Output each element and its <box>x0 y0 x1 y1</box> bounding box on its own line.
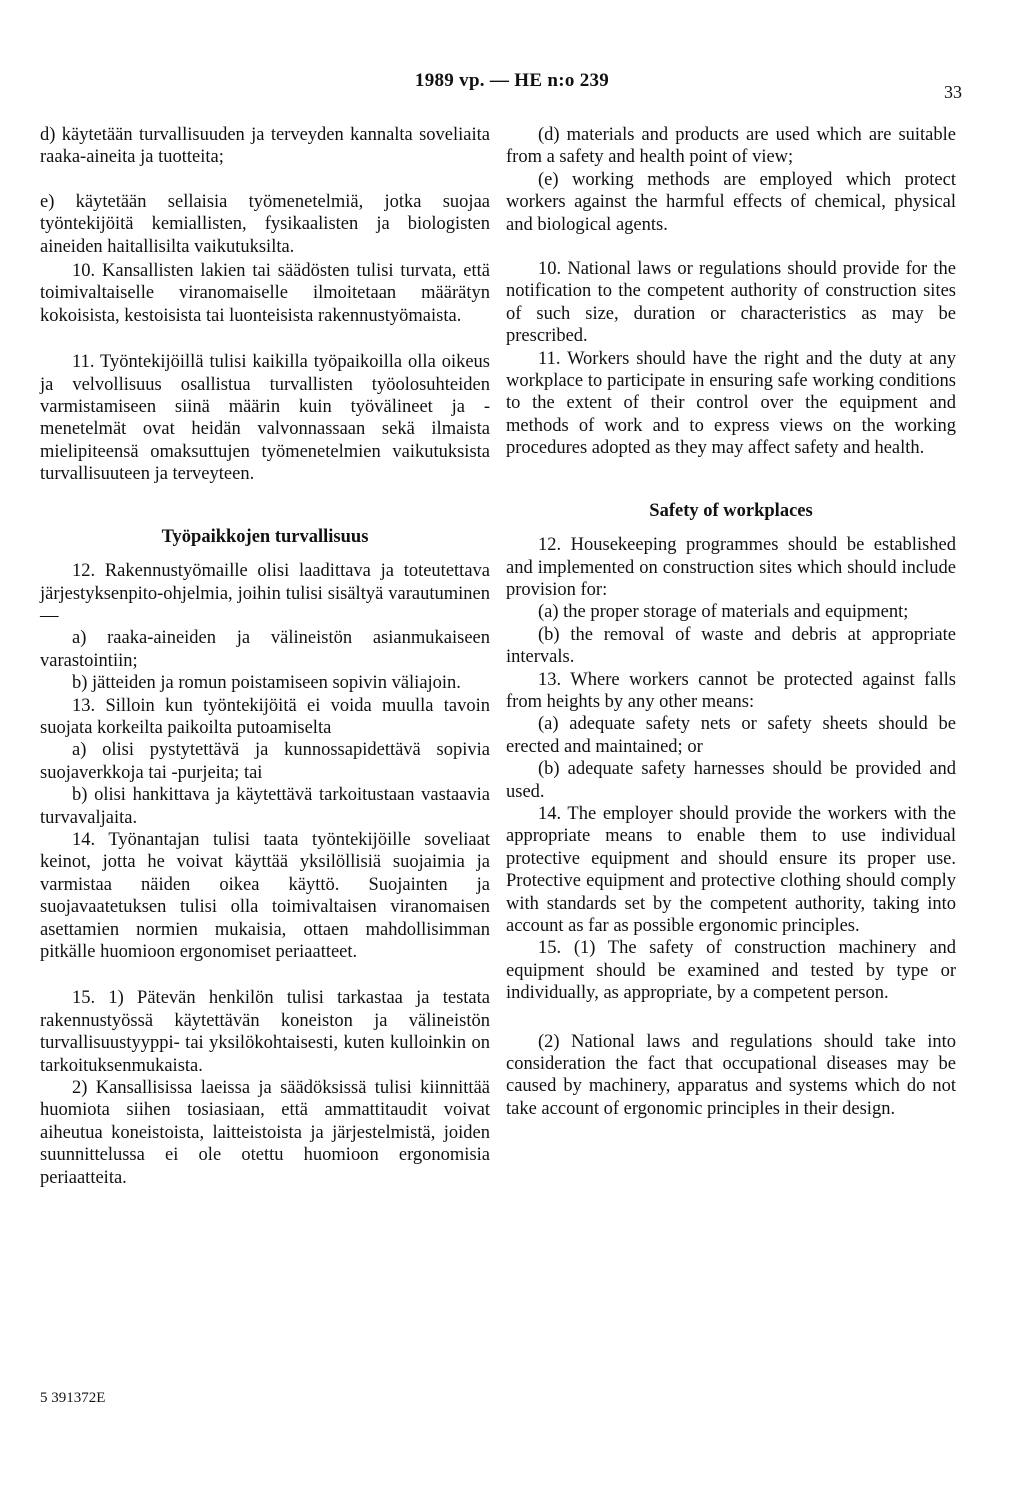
paragraph-15-1: 15. (1) The safety of construction machinery and equipment should be examined and tested by type or individually, as appropriate, by a competent person. <box>506 938 956 1004</box>
paragraph-13b: b) olisi hankittava ja käytettävä tarkoitustaan vastaavia turvavaljaita. <box>40 785 490 828</box>
paragraph-14: 14. Työnantajan tulisi taata työntekijöille soveliaat keinot, jotta he voivat käyttää yksilöllisiä suojaimia ja varmistaa näiden oikea käyttö. Suojainten ja suojavaatetuksen tulisi olla toimivaltaisen viranomaisen asettamien normien mukaisia, ottaen mahdollisimman pitkälle huomioon ergonomiset periaatteet. <box>40 829 490 962</box>
paragraph-15-2: (2) National laws and regulations should take into consideration the fact that occupational diseases may be caused by machinery, apparatus and systems which do not take account of ergonomic principles in their design. <box>506 1031 956 1119</box>
paragraph-14: 14. The employer should provide the workers with the appropriate means to enable them to use individual protective equipment and should ensure its proper use. Protective equipment and protective clothing should comply with standards set by the competent authority, taking into account as far as possible ergonomic principles. <box>506 803 956 936</box>
paragraph-13a: (a) adequate safety nets or safety sheets should be erected and maintained; or <box>506 714 956 757</box>
english-column <box>506 124 956 1120</box>
paragraph-e: e) käytetään sellaisia työmenetelmiä, jotka suojaa työntekijöitä kemiallisten, fysikaalisten ja biologisten aineiden haitallisilta vaikutuksilta. <box>40 191 490 257</box>
paragraph-11: 11. Workers should have the right and the duty at any workplace to participate in ensuring safe working conditions to the extent of their control over the equipment and methods of work and to express views on the working procedures adopted as they may affect safety and health. <box>506 348 956 459</box>
paragraph-12a: a) raaka-aineiden ja välineistön asianmukaiseen varastointiin; <box>40 628 490 671</box>
paragraph-13: 13. Where workers cannot be protected against falls from heights by any other means: <box>506 669 956 712</box>
paragraph-12a: (a) the proper storage of materials and equipment; <box>538 602 909 623</box>
page-number: 33 <box>944 82 962 102</box>
paragraph-10: 10. National laws or regulations should provide for the notification to the competent authority of construction sites of such size, duration or characteristics as may be prescribed. <box>506 259 956 347</box>
running-head: 1989 vp. — HE n:o 239 <box>414 70 610 91</box>
paragraph-12b: b) jätteiden ja romun poistamiseen sopivin väliajoin. <box>72 673 461 694</box>
paragraph-12: 12. Rakennustyömaille olisi laadittava ja toteutettava järjestyksenpito-ohjelmia, joihin tulisi sisältyä varautuminen — <box>40 561 490 626</box>
paragraph-15-2: 2) Kansallisissa laeissa ja säädöksissä tulisi kiinnittää huomiota siihen tosiasiaan, että ammattitaudit voivat aiheutua koneistoista, laitteistoista ja järjestelmistä, joiden suunnittelussa ei ole otettu huomioon ergonomisia periaatteita. <box>40 1078 490 1188</box>
paragraph-d: d) käytetään turvallisuuden ja terveyden kannalta soveliaita raaka-aineita ja tuotteita; <box>40 125 490 168</box>
finnish-column <box>40 124 490 1189</box>
section-heading: Safety of workplaces <box>649 500 813 521</box>
paragraph-11: 11. Työntekijöillä tulisi kaikilla työpaikoilla olla oikeus ja velvollisuus osallistua turvallisten työolosuhteiden varmistamiseen siinä määrin kuin työvälineet ja -menetelmät ovat heidän valvonnassaan sekä ilmaista mielipiteensä omaksuttujen työmenetelmien vaikutuksista turvallisuuteen ja terveyteen. <box>40 352 490 485</box>
paragraph-12b: (b) the removal of waste and debris at appropriate intervals. <box>506 624 956 668</box>
section-heading: Työpaikkojen turvallisuus <box>161 526 369 547</box>
paragraph-12: 12. Housekeeping programmes should be established and implemented on construction sites which should include provision for: <box>506 535 956 600</box>
paragraph-e: (e) working methods are employed which protect workers against the harmful effects of chemical, physical and biological agents. <box>506 169 956 235</box>
paragraph-10: 10. Kansallisten lakien tai säädösten tulisi turvata, että toimivaltaiselle viranomaiselle ilmoitetaan määrätyn kokoisista, kestoisista tai luonteisista rakennustyömaista. <box>40 261 490 326</box>
paragraph-13a: a) olisi pystytettävä ja kunnossapidettävä sopivia suojaverkkoja tai -purjeita; tai <box>40 740 490 783</box>
paragraph-13b: (b) adequate safety harnesses should be provided and used. <box>506 759 956 802</box>
paragraph-13: 13. Silloin kun työntekijöitä ei voida muulla tavoin suojata korkeilta paikoilta putoamiselta <box>40 695 490 738</box>
page-header <box>0 70 1024 100</box>
print-code: 5 391372E <box>40 1390 106 1406</box>
paragraph-15-1: 15. 1) Pätevän henkilön tulisi tarkastaa ja testata rakennustyössä käytettävän koneiston ja välineistön turvallisuustyyppi- tai yksilökohtaisesti, kuten kulloinkin on tarkoituksenmukaista. <box>40 988 490 1076</box>
paragraph-d: (d) materials and products are used which are suitable from a safety and health point of view; <box>506 125 956 168</box>
